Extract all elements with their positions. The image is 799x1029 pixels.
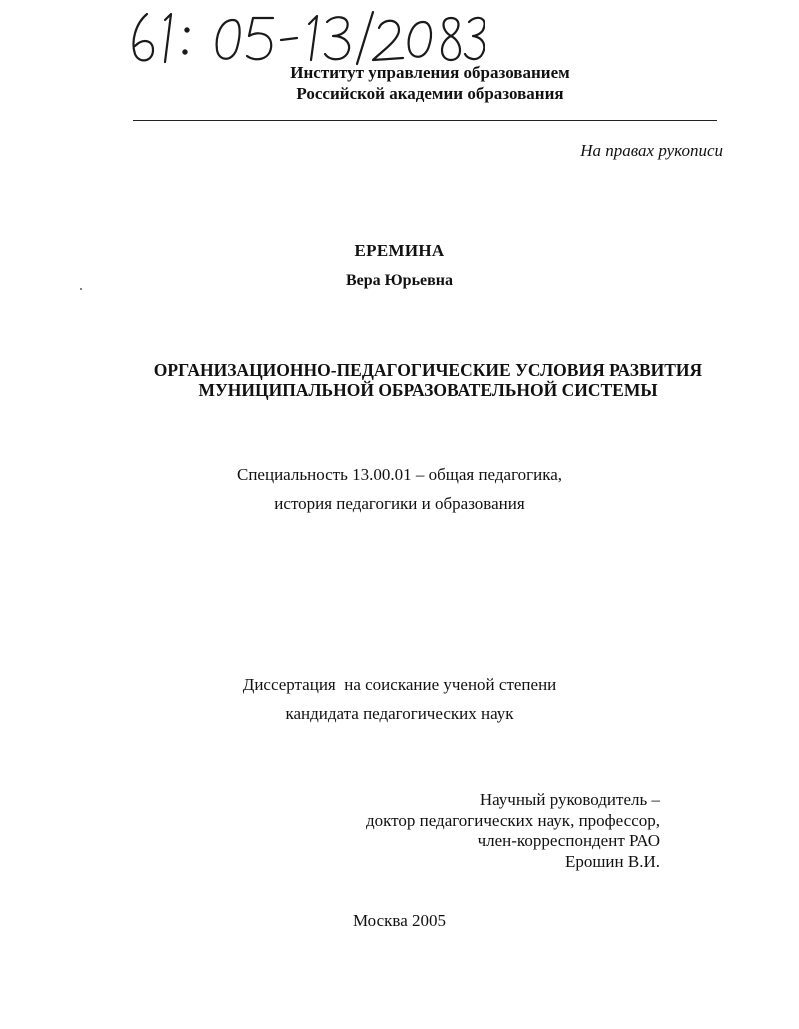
dissertation-title <box>90 360 766 400</box>
dissertation-degree <box>0 670 799 728</box>
institute-line-1: Институт управления образованием <box>290 63 570 82</box>
handwritten-catalogue-code <box>125 6 485 66</box>
advisor-line-1: Научный руководитель – <box>479 790 660 809</box>
advisor-line-2: доктор педагогических наук, профессор, <box>365 810 660 830</box>
specialty <box>0 460 799 518</box>
institute-name <box>130 62 730 104</box>
institute-line-2: Российской академии образования <box>296 84 564 103</box>
author-surname: ЕРЕМИНА <box>354 241 445 260</box>
city-year: Москва 2005 <box>352 911 447 930</box>
scan-speck <box>80 288 82 290</box>
specialty-line-1: Специальность 13.00.01 – общая педагогика, <box>237 465 562 484</box>
scientific-advisor <box>366 790 660 872</box>
title-line-2: МУНИЦИПАЛЬНОЙ ОБРАЗОВАТЕЛЬНОЙ СИСТЕМЫ <box>198 380 658 400</box>
advisor-line-3: член-корреспондент РАО <box>477 831 660 850</box>
advisor-line-4: Ерошин В.И. <box>564 851 660 871</box>
specialty-line-2: история педагогики и образования <box>274 494 525 513</box>
author-given-names: Вера Юрьевна <box>345 272 453 289</box>
dissertation-line-1: Диссертация на соискание ученой степени <box>242 675 557 694</box>
header-divider <box>133 120 717 121</box>
title-line-1: ОРГАНИЗАЦИОННО-ПЕДАГОГИЧЕСКИЕ УСЛОВИЯ РАЗВИТИЯ <box>153 360 703 380</box>
dissertation-line-2: кандидата педагогических наук <box>285 704 514 723</box>
rights-note: На правах рукописи <box>580 141 723 160</box>
